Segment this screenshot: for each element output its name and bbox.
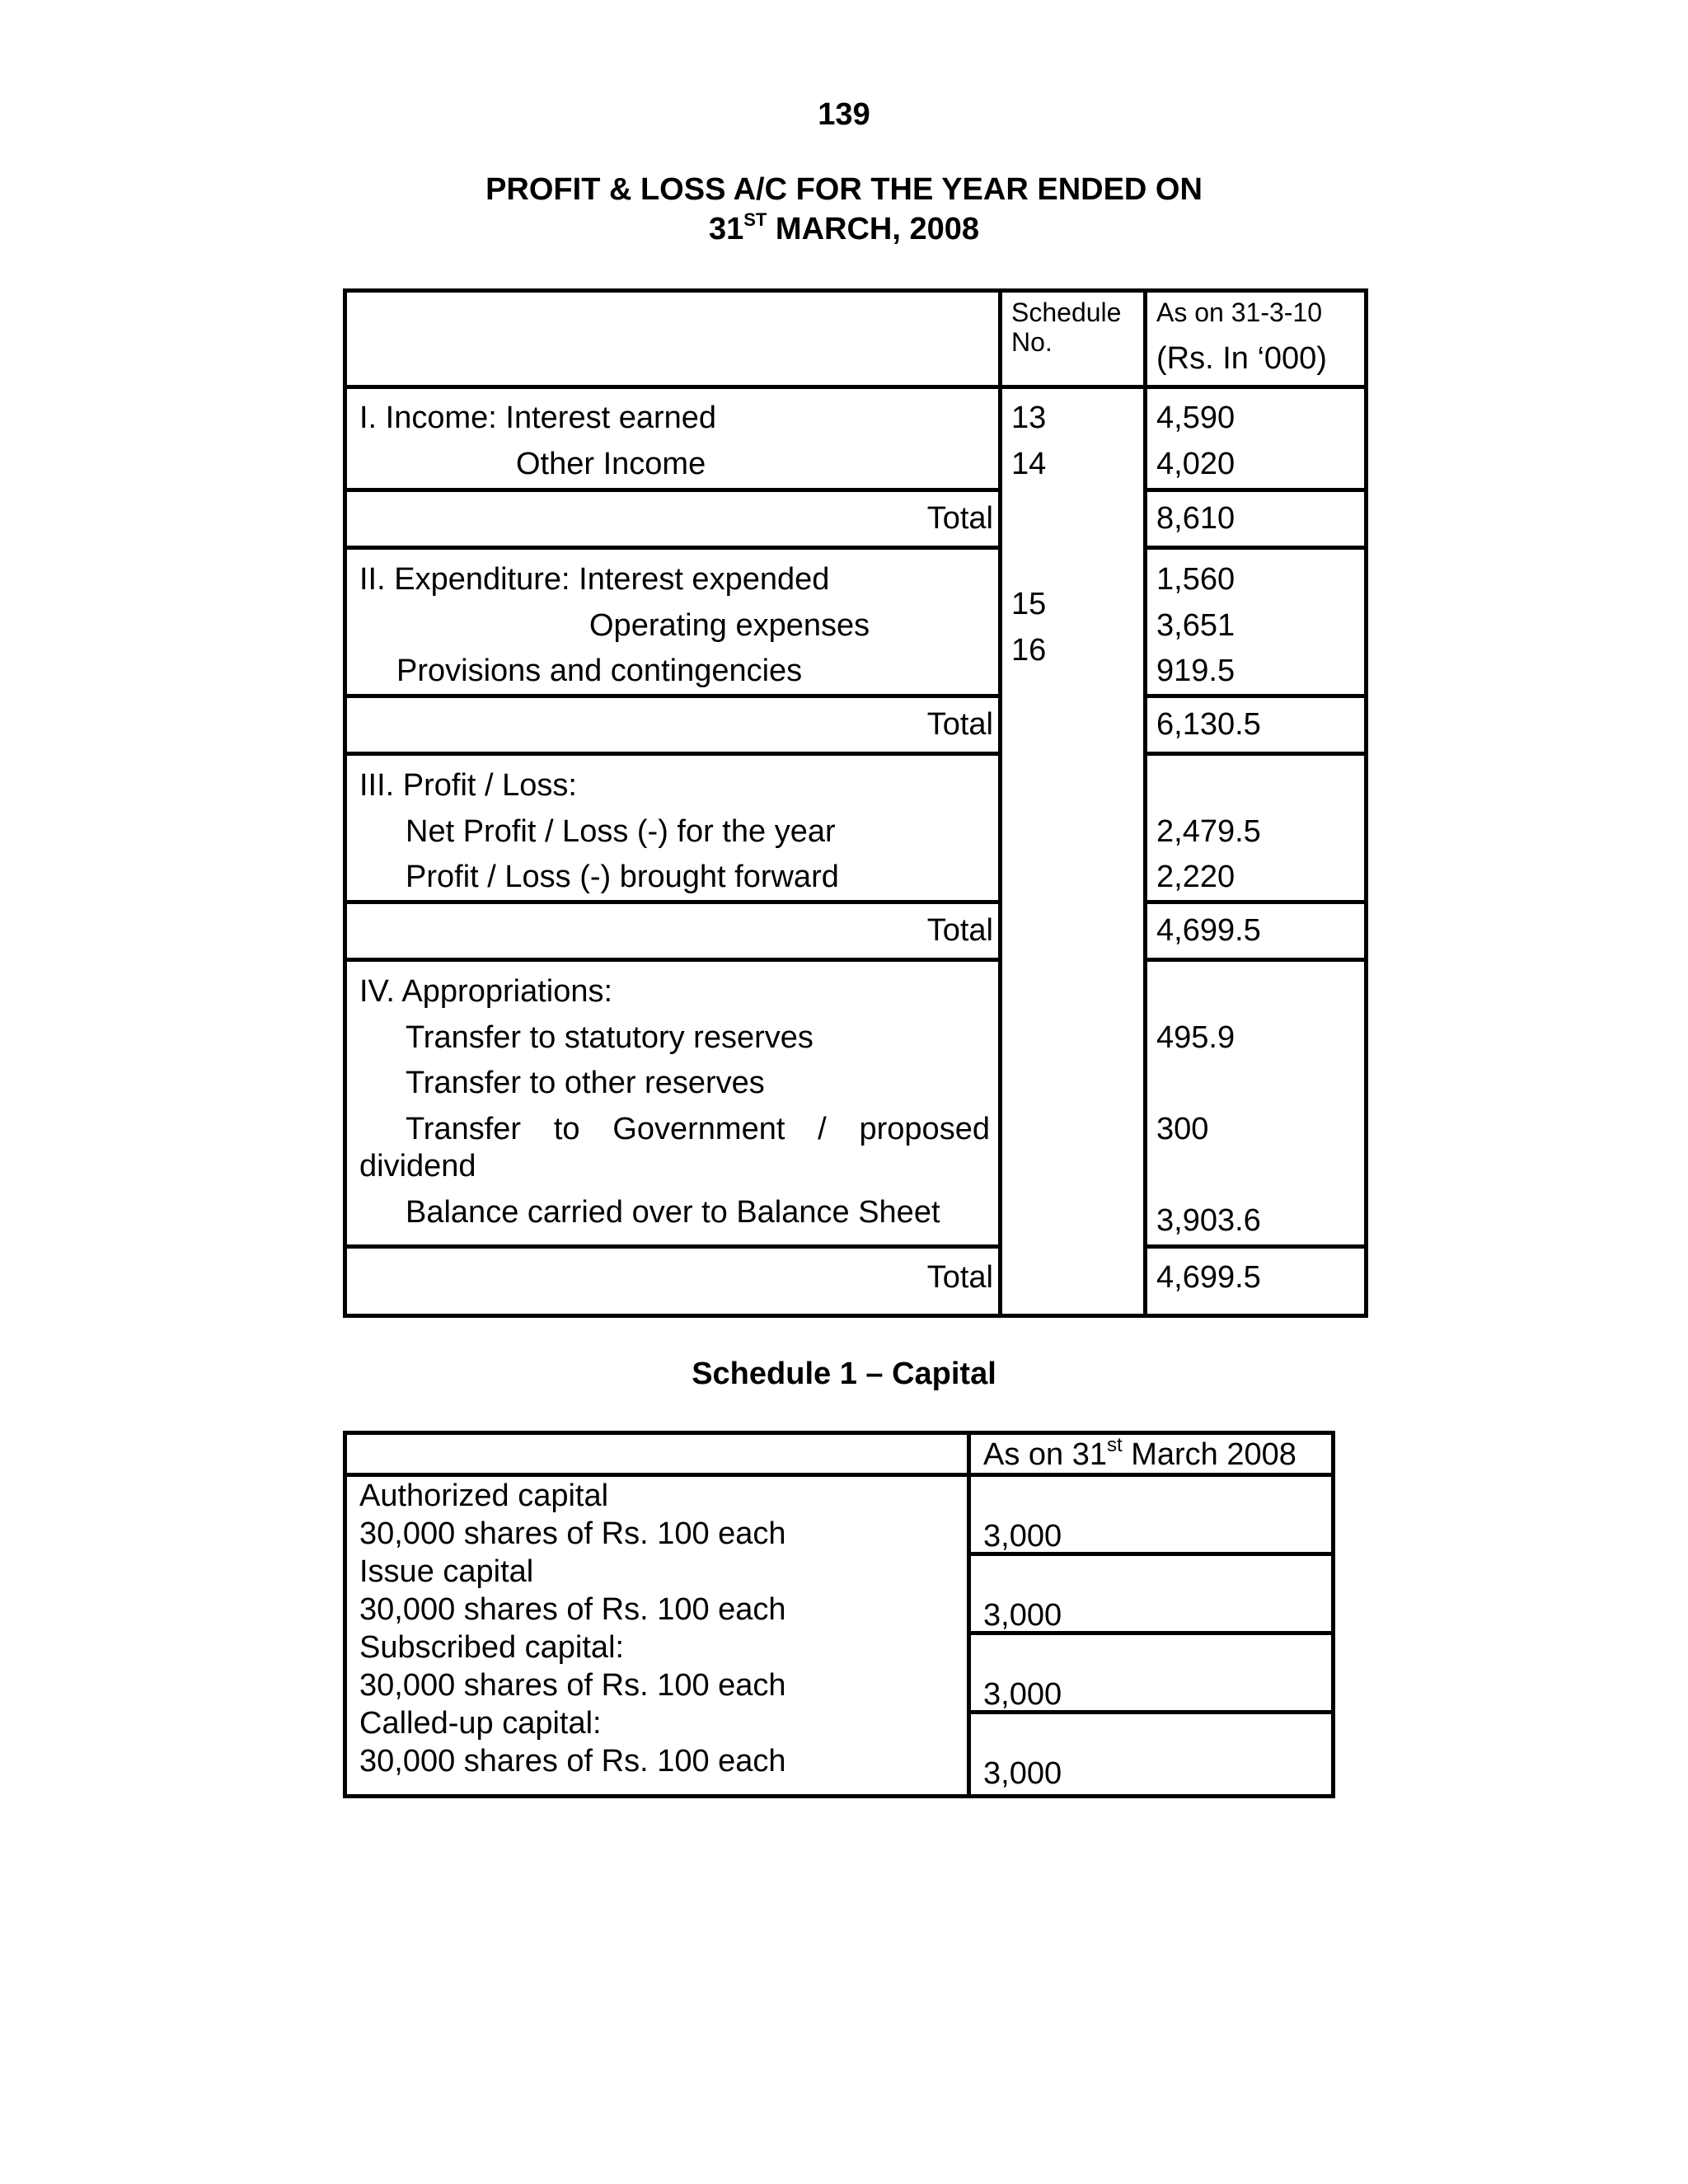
row-divider <box>347 546 1002 550</box>
expenditure-schedule-15: 15 <box>1011 587 1047 621</box>
capital-header-superscript: st <box>1107 1434 1123 1456</box>
row-divider <box>347 1244 1002 1249</box>
capital-row-detail: 30,000 shares of Rs. 100 each <box>359 1592 786 1627</box>
report-title-line2 <box>0 209 1688 253</box>
report-title-superscript: ST <box>743 209 767 230</box>
expenditure-provisions: Provisions and contingencies <box>396 654 803 688</box>
expenditure-operating: Operating expenses <box>589 608 870 643</box>
report-title <box>0 170 1688 253</box>
expenditure-total-label: Total <box>926 707 993 742</box>
income-total-value: 8,610 <box>1156 501 1236 536</box>
expenditure-value: 3,651 <box>1156 608 1236 643</box>
appropriation-balance: Balance carried over to Balance Sheet <box>406 1195 940 1230</box>
appropriation-dividend: dividend <box>359 1149 476 1183</box>
capital-row-detail: 30,000 shares of Rs. 100 each <box>359 1516 786 1551</box>
amount-header-unit: (Rs. In ‘000) <box>1156 341 1327 376</box>
report-title-line1: PROFIT & LOSS A/C FOR THE YEAR ENDED ON <box>485 172 1203 207</box>
profit-heading: III. Profit / Loss: <box>359 768 577 803</box>
capital-row-label: Authorized capital <box>359 1479 609 1513</box>
profit-net: Net Profit / Loss (-) for the year <box>406 814 836 849</box>
schedule-header: Schedule <box>1011 298 1122 327</box>
row-divider <box>347 900 1002 904</box>
appropriations-total-value: 4,699.5 <box>1156 1260 1261 1295</box>
capital-row-label: Issue capital <box>359 1554 534 1589</box>
justified-word: / <box>818 1112 827 1146</box>
income-other: Other Income <box>516 447 706 481</box>
justified-word: to <box>553 1112 580 1146</box>
appropriation-value: 3,903.6 <box>1156 1203 1261 1238</box>
row-divider <box>1143 488 1364 492</box>
profit-value: 2,479.5 <box>1156 814 1261 849</box>
row-divider <box>1143 546 1364 550</box>
report-title-day: 31 <box>708 212 744 246</box>
amount-header: As on 31-3-10 <box>1156 298 1323 327</box>
income-schedule-13: 13 <box>1011 401 1047 435</box>
column-divider <box>998 293 1002 1314</box>
appropriation-government <box>406 1106 990 1152</box>
row-divider <box>347 958 1002 962</box>
capital-table <box>343 1431 1335 1798</box>
row-divider <box>1143 958 1364 962</box>
capital-header <box>983 1432 1296 1482</box>
appropriation-other: Transfer to other reserves <box>406 1066 765 1100</box>
appropriation-value: 300 <box>1156 1112 1209 1146</box>
capital-row-label: Called-up capital: <box>359 1706 602 1741</box>
capital-row-detail: 30,000 shares of Rs. 100 each <box>359 1668 786 1703</box>
row-divider <box>1143 752 1364 756</box>
capital-row-value: 3,000 <box>983 1677 1062 1712</box>
expenditure-schedule-16: 16 <box>1011 633 1047 668</box>
profit-brought-forward: Profit / Loss (-) brought forward <box>406 860 839 894</box>
justified-word: proposed <box>859 1112 990 1146</box>
income-value: 4,020 <box>1156 447 1236 481</box>
capital-row-detail: 30,000 shares of Rs. 100 each <box>359 1744 786 1779</box>
profit-loss-table <box>343 288 1368 1318</box>
justified-word: Transfer <box>406 1112 522 1146</box>
schedule-title: Schedule 1 – Capital <box>692 1357 996 1391</box>
column-divider <box>967 1435 971 1794</box>
report-title-date: MARCH, 2008 <box>767 212 980 246</box>
row-divider <box>1143 900 1364 904</box>
profit-total-value: 4,699.5 <box>1156 913 1261 948</box>
profit-value: 2,220 <box>1156 860 1236 894</box>
row-divider <box>1143 1244 1364 1249</box>
capital-header-prefix: As on 31 <box>983 1437 1107 1472</box>
expenditure-value: 919.5 <box>1156 654 1236 688</box>
capital-row-label: Subscribed capital: <box>359 1630 625 1665</box>
row-divider <box>347 488 1002 492</box>
capital-row-value: 3,000 <box>983 1519 1062 1554</box>
appropriations-heading: IV. Appropriations: <box>359 974 613 1009</box>
capital-header-suffix: March 2008 <box>1122 1437 1296 1472</box>
schedule-header-no: No. <box>1011 327 1053 357</box>
capital-row-value: 3,000 <box>983 1756 1062 1791</box>
appropriation-statutory: Transfer to statutory reserves <box>406 1020 814 1055</box>
row-divider <box>347 752 1002 756</box>
row-divider <box>347 385 1364 389</box>
row-divider <box>1143 694 1364 698</box>
income-value: 4,590 <box>1156 401 1236 435</box>
expenditure-total-value: 6,130.5 <box>1156 707 1261 742</box>
appropriations-total-label: Total <box>926 1260 993 1295</box>
justified-word: Government <box>612 1112 785 1146</box>
income-heading: I. Income: Interest earned <box>359 401 717 435</box>
expenditure-heading: II. Expenditure: Interest expended <box>359 562 830 597</box>
income-schedule-14: 14 <box>1011 447 1047 481</box>
column-divider <box>1143 293 1147 1314</box>
capital-row-value: 3,000 <box>983 1598 1062 1633</box>
row-divider <box>347 694 1002 698</box>
appropriation-value: 495.9 <box>1156 1020 1236 1055</box>
profit-total-label: Total <box>926 913 993 948</box>
expenditure-value: 1,560 <box>1156 562 1236 597</box>
income-total-label: Total <box>926 501 993 536</box>
page-number: 139 <box>818 97 870 132</box>
